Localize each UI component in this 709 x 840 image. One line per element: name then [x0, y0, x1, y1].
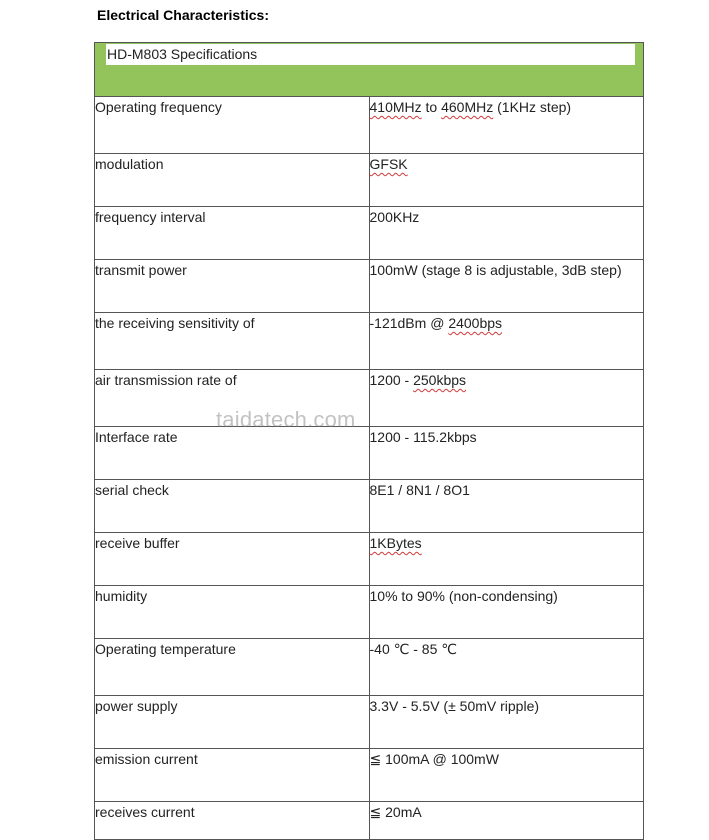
spec-value-part: 100mW (stage 8 is adjustable, 3dB step) — [369, 262, 622, 278]
table-row — [95, 586, 644, 639]
spec-value-part: -121dBm @ — [369, 315, 449, 331]
spec-label: humidity — [95, 586, 370, 639]
spec-value-part: GFSK — [369, 156, 408, 172]
spec-label: modulation — [95, 154, 370, 207]
table-row — [95, 480, 644, 533]
spec-value-part: 3.3V - 5.5V (± 50mV ripple) — [369, 698, 540, 714]
spec-value-part: 250kbps — [413, 372, 467, 388]
spec-value — [369, 480, 644, 533]
section-title: Electrical Characteristics: — [97, 7, 269, 23]
spec-value — [369, 154, 644, 207]
watermark: taidatech.com — [216, 407, 356, 432]
table-row — [95, 639, 644, 696]
spec-value — [369, 97, 644, 154]
spec-value-part: 410MHz — [369, 99, 422, 115]
table-row — [95, 749, 644, 802]
table-row — [95, 154, 644, 207]
table-row — [95, 427, 644, 480]
spec-value-part: (1KHz step) — [493, 99, 572, 115]
spec-value — [369, 639, 644, 696]
spec-label: Operating frequency — [95, 97, 370, 154]
spec-label: receive buffer — [95, 533, 370, 586]
spec-label: power supply — [95, 696, 370, 749]
table-row — [95, 533, 644, 586]
spec-label: emission current — [95, 749, 370, 802]
spec-value-part: 8E1 / 8N1 / 8O1 — [369, 482, 470, 498]
table-row — [95, 802, 644, 840]
table-row — [95, 696, 644, 749]
spec-value-part: 460MHz — [441, 99, 494, 115]
spec-value — [369, 586, 644, 639]
spec-value-part: 2400bps — [448, 315, 503, 331]
spec-value-part: -40 ℃ - 85 ℃ — [369, 641, 457, 657]
spec-value — [369, 533, 644, 586]
spec-label: the receiving sensitivity of — [95, 313, 370, 370]
spec-value — [369, 427, 644, 480]
spec-value — [369, 749, 644, 802]
table-row — [95, 313, 644, 370]
table-row — [95, 207, 644, 260]
spec-value-part: to — [421, 99, 442, 115]
spec-value — [369, 696, 644, 749]
spec-label: Operating temperature — [95, 639, 370, 696]
spec-label: frequency interval — [95, 207, 370, 260]
spec-value-part: 10% to 90% (non-condensing) — [369, 588, 558, 604]
spec-value — [369, 802, 644, 840]
specifications-table — [94, 42, 644, 840]
table-row — [95, 370, 644, 427]
table-row — [95, 97, 644, 154]
spec-value — [369, 313, 644, 370]
spec-value-part: ≦ 100mA @ 100mW — [369, 751, 499, 767]
spec-value-part: 200KHz — [369, 209, 420, 225]
table-row — [95, 260, 644, 313]
spec-value-part: 1KBytes — [369, 535, 422, 551]
table-header-row — [95, 43, 644, 97]
spec-label: receives current — [95, 802, 370, 840]
spec-label: Interface rate — [95, 427, 370, 480]
spec-value-part: 1200 - — [369, 372, 414, 388]
table-title: HD-M803 Specifications — [106, 44, 635, 65]
spec-value — [369, 370, 644, 427]
spec-label: serial check — [95, 480, 370, 533]
spec-label: air transmission rate of — [95, 370, 370, 427]
spec-value — [369, 207, 644, 260]
spec-value-part: ≦ 20mA — [369, 804, 422, 820]
spec-label: transmit power — [95, 260, 370, 313]
table-header-cell — [95, 43, 644, 97]
spec-value-part: 1200 - 115.2kbps — [369, 429, 477, 445]
spec-value — [369, 260, 644, 313]
